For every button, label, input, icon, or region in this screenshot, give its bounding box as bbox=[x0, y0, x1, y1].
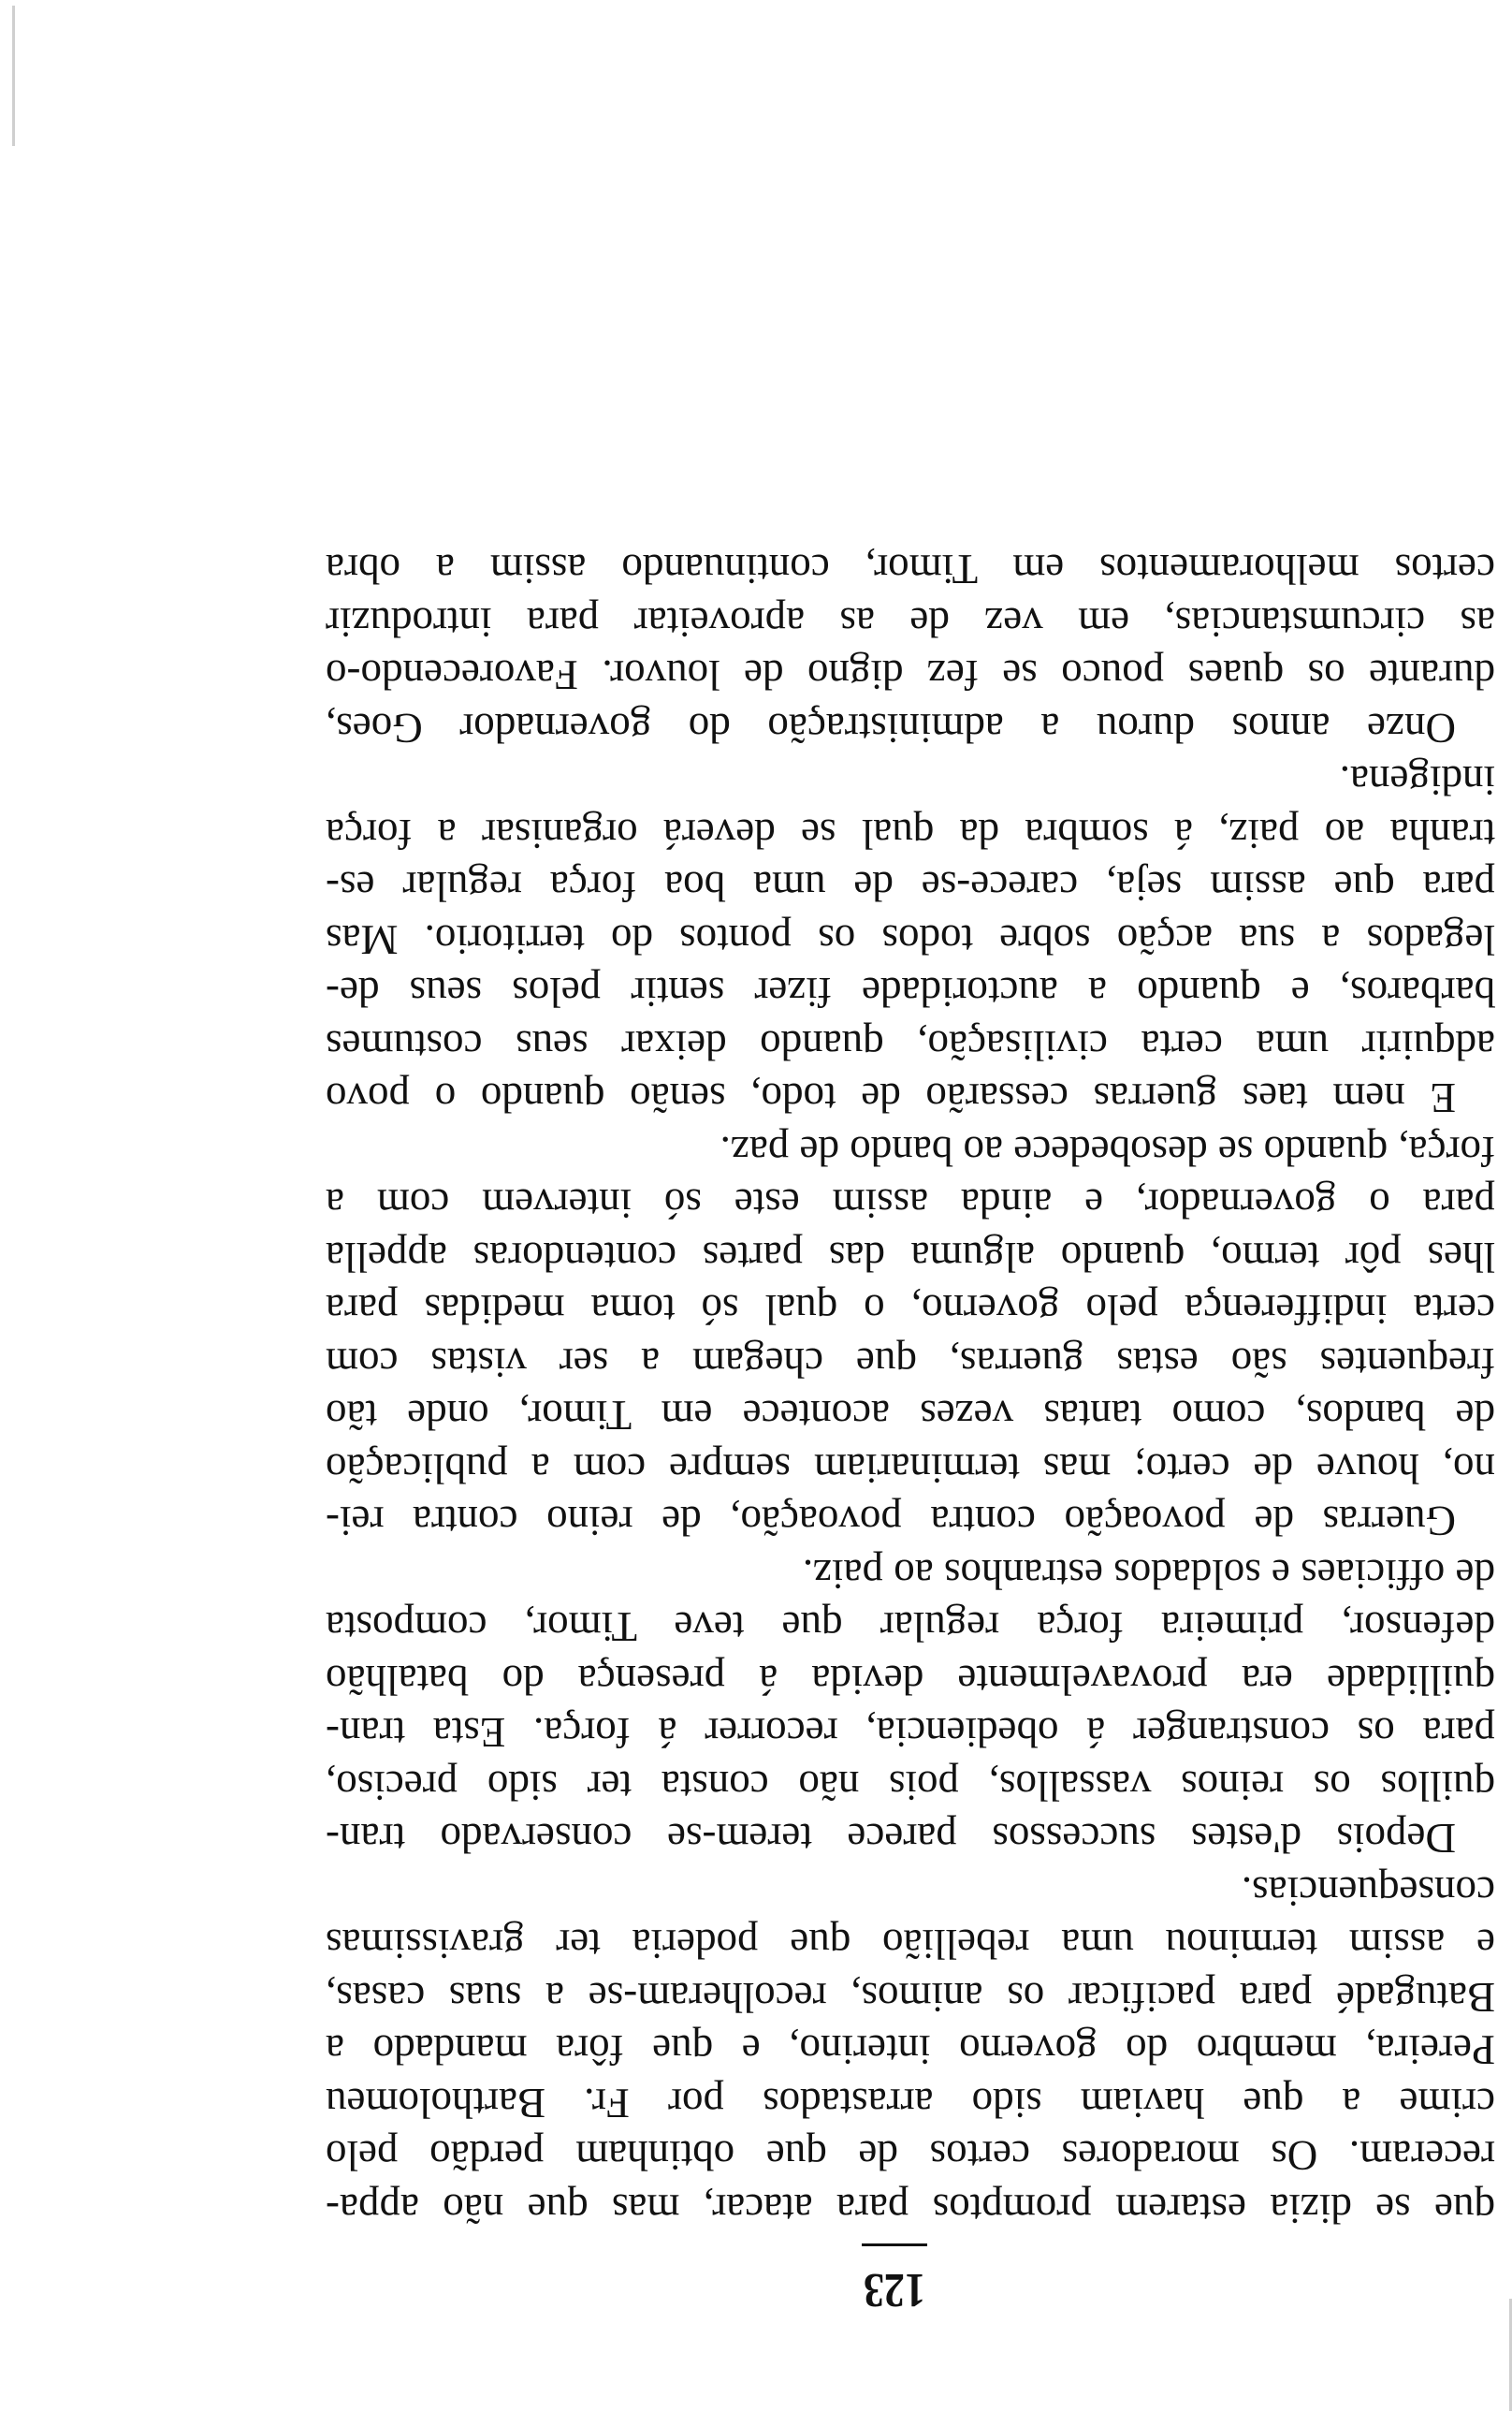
text-line: crime a que haviam sido arrastados por Fr. Bartholomeu bbox=[326, 2080, 1495, 2126]
text-line: para que assim seja, carece-se de uma boa força regular es- bbox=[326, 863, 1495, 911]
text-line: E nem taes guerras cessarão de todo, senão quando o povo bbox=[326, 1074, 1456, 1122]
text-line: que se dizia estarem promptos para atacar, mas que não appa- bbox=[326, 2185, 1495, 2232]
text-line: indigena. bbox=[1339, 757, 1495, 805]
text-line: de bandos, como tantas vezes acontece em Timor, onde tão bbox=[326, 1392, 1495, 1439]
text-line: certos melhoramentos em Timor, continuando assim a obra bbox=[326, 546, 1495, 593]
text-line: Batugadé para pacificar os animos, recolheram-se a suas casas, bbox=[326, 1974, 1495, 2021]
text-line: certa indifferença pelo governo, o qual só toma medidas para bbox=[326, 1286, 1495, 1334]
header-rule bbox=[862, 2243, 927, 2246]
text-line: força, quando se desobedece ao bando de paz. bbox=[720, 1128, 1495, 1175]
text-line: Pereira, membro do governo interino, e que fôra mandado a bbox=[326, 2026, 1495, 2074]
text-line: adquirir uma certa civilisação, quando deixar seus costumes bbox=[326, 1022, 1495, 1069]
text-line: Guerras de povoação contra povoação, de reino contra rei- bbox=[326, 1498, 1456, 1545]
text-line: tranha ao paiz, á sombra da qual se deverá organisar a força bbox=[326, 811, 1495, 857]
text-line: durante os quaes pouco se fez digno de louvor. Favorecendo-o bbox=[326, 651, 1495, 699]
text-line: Onze annos durou a administração do governador Goes, bbox=[326, 705, 1456, 752]
text-line: para os constranger á obediencia, recorrer á força. Esta tran- bbox=[326, 1709, 1495, 1757]
text-line: para o governador, e ainda assim este só intervem com a bbox=[326, 1180, 1495, 1228]
page-body-text bbox=[326, 543, 1495, 2235]
text-line: de officiaes e soldados estranhos ao paiz. bbox=[802, 1551, 1495, 1598]
page-number: 123 bbox=[863, 2263, 926, 2316]
text-line: quillos os reinos vassallos, pois não consta ter sido preciso, bbox=[326, 1762, 1495, 1809]
scan-edge-mark bbox=[12, 6, 15, 146]
text-line: Depois d'estes successos parece terem-se conservado tran- bbox=[326, 1815, 1456, 1863]
text-line: defensor, primeira força regular que teve Timor, composta bbox=[326, 1603, 1495, 1651]
text-line: quillidade era provavelmente devida á presença do batalhão bbox=[326, 1657, 1495, 1703]
text-line: legados a sua acção sobre todos os pontos do territorio. Mas bbox=[326, 916, 1495, 963]
text-line: barbaros, e quando a auctoridade fizer sentir pelos seus de- bbox=[326, 969, 1495, 1016]
text-line: receram. Os moradores certos de que obtinham perdão pelo bbox=[326, 2132, 1495, 2180]
text-line: as circumstancias, em vez de as aproveitar para introduzir bbox=[326, 599, 1495, 646]
text-line: e assim terminou uma rebellião que poderia ter gravissimas bbox=[326, 1921, 1495, 1968]
text-line: consequencias. bbox=[1241, 1868, 1495, 1915]
text-line: frequentes são estas guerras, que chegam a ser vistas com bbox=[326, 1339, 1495, 1386]
text-line: no, houve de certo; mas terminariam sempre com a publicação bbox=[326, 1445, 1495, 1492]
text-line: lhes pôr termo, quando alguma das partes contendoras appella bbox=[326, 1234, 1495, 1280]
